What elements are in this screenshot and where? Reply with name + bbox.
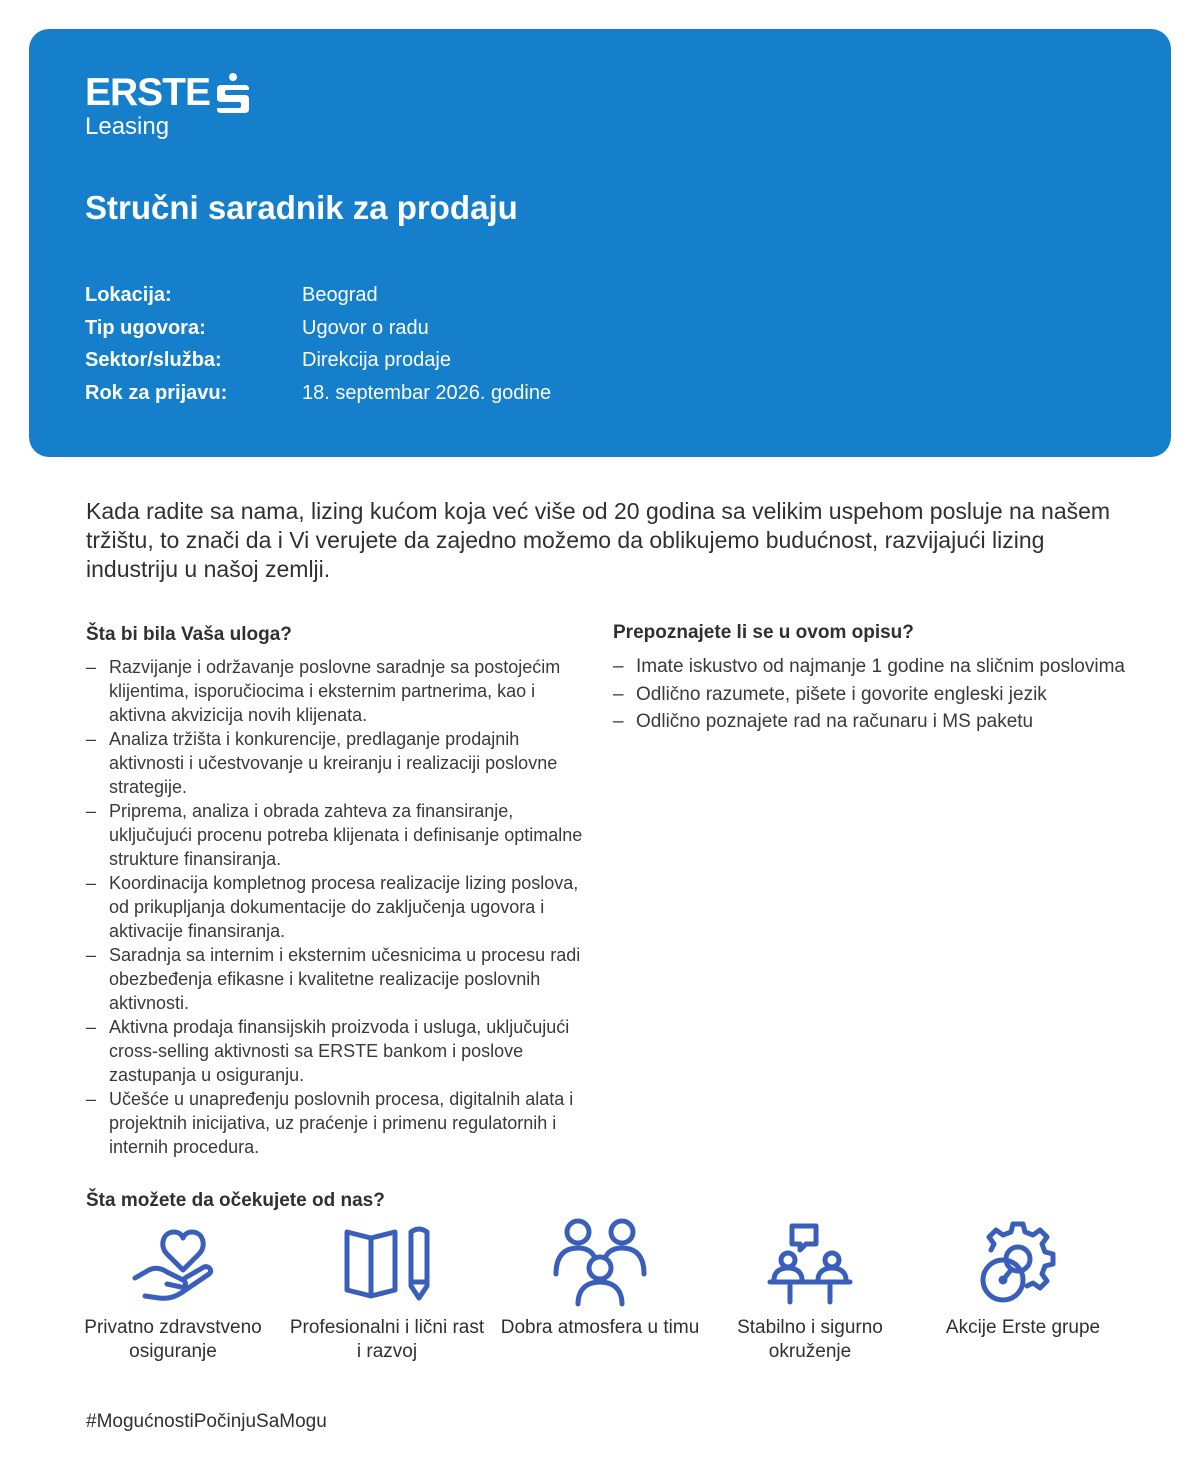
intro-paragraph: Kada radite sa nama, lizing kućom koja već više od 20 godina sa velikim uspehom posluje na našem tržištu, to znači da i Vi verujete da zajedno možemo da oblikujemo budućnost, razvijajući lizing industriju u našoj zemlji. [86,498,1111,582]
logo-erste-text: ERSTE [85,71,211,114]
heart-hand-icon [123,1216,223,1308]
meeting-icon [760,1216,860,1308]
list-item: – Odlično razumete, pišete i govorite engleski jezik [613,681,1133,709]
detail-value: Ugovor o radu [302,316,429,339]
gear-gauge-icon [973,1216,1073,1308]
benefit-label: Profesionalni i lični rast i razvoj [289,1317,485,1362]
benefit-label: Privatno zdravstveno osiguranje [84,1317,262,1362]
list-item: – Priprema, analiza i obrada zahteva za finansiranje, uključujući procenu potreba klijenata i definisanje optimalne strukture finansiranja. [86,799,596,871]
detail-value: Direkcija prodaje [302,349,451,371]
book-pencil-icon [337,1216,437,1308]
list-item: – Učešće u unapređenju poslovnih procesa, digitalnih alata i projektnih inicijativa, uz praćenje i primenu regulatornih i internih procedura. [86,1087,596,1159]
list-item: – Saradnja sa internim i eksternim učesnicima u procesu radi obezbeđenja efikasne i kvalitetne realizacije poslovnih aktivnosti. [86,943,596,1015]
team-icon [550,1216,650,1308]
benefit-health-insurance [73,1216,273,1364]
detail-label: Sektor/služba: [85,349,222,371]
benefit-label: Stabilno i sigurno okruženje [737,1317,883,1362]
detail-label: Tip ugovora: [85,316,206,339]
list-item: – Odlično poznajete rad na računaru i MS paketu [613,708,1133,736]
erste-s-mark-icon [215,73,251,113]
list-item: – Imate iskustvo od najmanje 1 godine na sličnim poslovima [613,653,1133,681]
role-list [86,655,596,1159]
role-heading: Šta bi bila Vaša uloga? [86,624,292,645]
benefit-erste-shares [923,1216,1123,1340]
list-item: – Koordinacija kompletnog procesa realizacije lizing poslova, od prikupljanja dokumentacije do zaključenja ugovora i aktivacije finansiranja. [86,871,596,943]
benefit-label: Dobra atmosfera u timu [500,1317,700,1338]
requirements-section [613,619,1133,736]
detail-value: Beograd [302,284,378,306]
list-item: – Analiza tržišta i konkurencije, predlaganje prodajnih aktivnosti i učestvovanje u kreiranju i realizaciji poslovne strategije. [86,727,596,799]
job-title: Stručni saradnik za prodaju [85,189,518,226]
list-item: – Razvijanje i održavanje poslovne saradnje sa postojećim klijentima, isporučiocima i eksternim partnerima, kao i aktivna akvizicija novih klijenata. [86,655,596,727]
requirements-heading: Prepoznajete li se u ovom opisu? [613,622,914,643]
benefit-label: Akcije Erste grupe [945,1317,1101,1338]
detail-value: 18. septembar 2026. godine [302,381,552,404]
benefit-growth [287,1216,487,1364]
role-section [86,621,596,1159]
hashtag: #MogućnostiPočinjuSaMogu [86,1411,327,1432]
list-item: – Aktivna prodaja finansijskih proizvoda i usluga, uključujući cross-selling aktivnosti sa ERSTE bankom i poslove zastupanja u osiguranju. [86,1015,596,1087]
detail-label: Lokacija: [85,284,172,306]
job-header-banner [29,29,1171,457]
requirements-list [613,653,1133,736]
benefit-stable-environment [710,1216,910,1364]
benefits-heading: Šta možete da očekujete od nas? [86,1190,385,1211]
detail-label: Rok za prijavu: [85,381,228,404]
benefit-team-atmosphere [500,1216,700,1340]
logo-leasing-text: Leasing [85,113,170,140]
